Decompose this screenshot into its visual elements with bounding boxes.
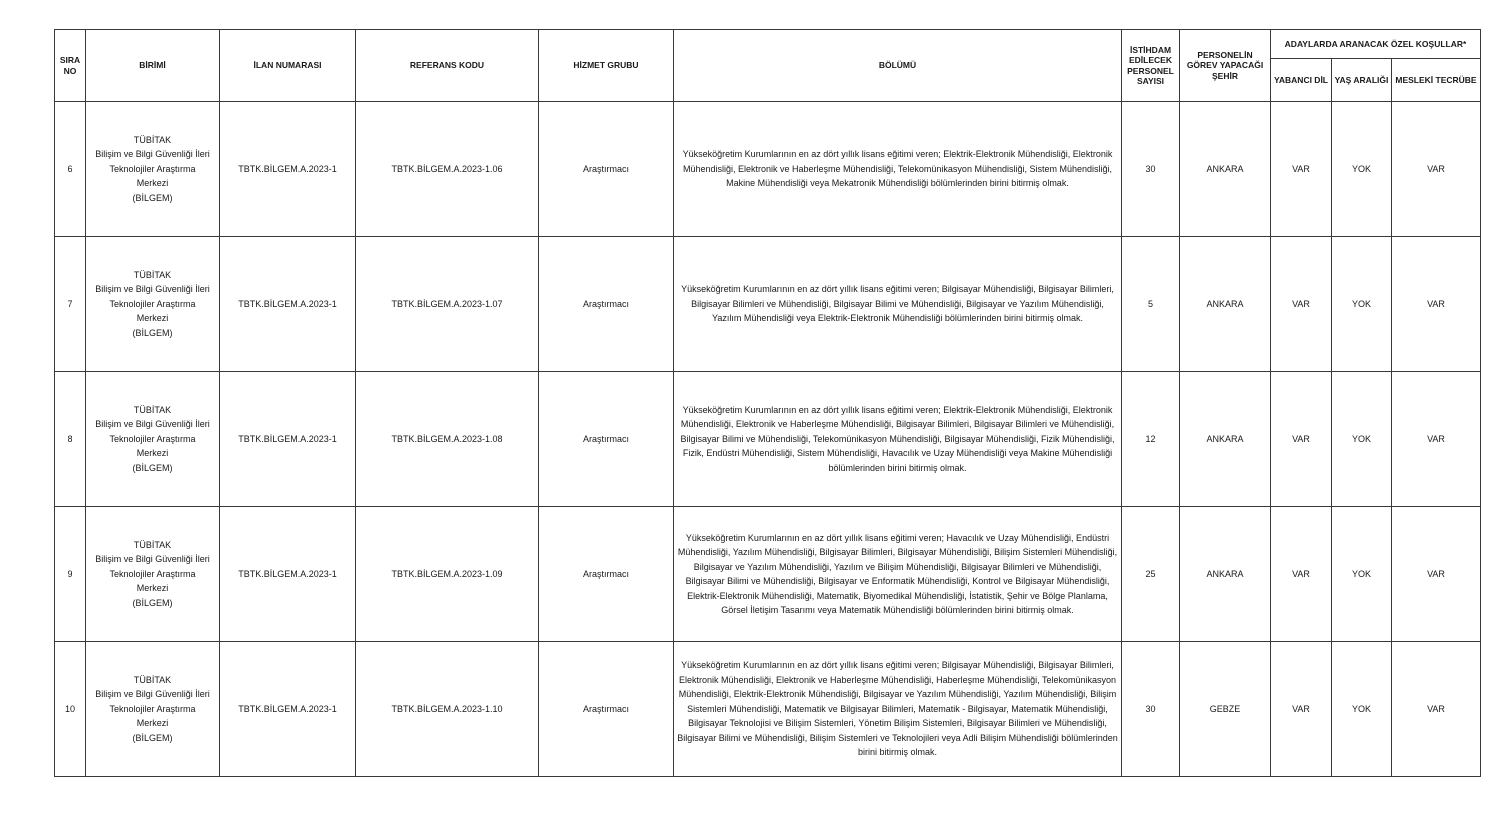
- cell-sehir: GEBZE: [1180, 642, 1271, 777]
- cell-yabanci-dil: VAR: [1271, 642, 1332, 777]
- table-row: [55, 102, 1481, 237]
- cell-ilan: TBTK.BİLGEM.A.2023-1: [220, 642, 356, 777]
- birim-line: (BİLGEM): [132, 462, 173, 473]
- birim-line: Merkezi: [136, 718, 169, 729]
- cell-sayi: 12: [1122, 372, 1180, 507]
- table-row: [55, 642, 1481, 777]
- cell-hizmet: Araştırmacı: [539, 507, 674, 642]
- cell-yabanci-dil: VAR: [1271, 102, 1332, 237]
- birim-line: TÜBİTAK: [133, 269, 172, 280]
- cell-hizmet: Araştırmacı: [539, 642, 674, 777]
- cell-sehir: ANKARA: [1180, 507, 1271, 642]
- cell-bolum: Yükseköğretim Kurumlarının en az dört yıllık lisans eğitimi veren; Bilgisayar Mühendisliği, Bilgisayar Bilimleri, Bilgisayar Bilimleri ve Mühendisliği, Bilgisayar Bilimi ve Mühendisliği, Bilgisayar ve Yazılım Mühendisliği, Yazılım Mühendisliği veya Elektrik-Elektronik Mühendisliği bölümlerinden birini bitirmiş olmak.: [674, 237, 1122, 372]
- cell-bolum: Yükseköğretim Kurumlarının en az dört yıllık lisans eğitimi veren; Havacılık ve Uzay Mühendisliği, Endüstri Mühendisliği, Yazılım Mühendisliği, Bilgisayar Bilimleri, Bilgisayar Mühendisliği, Bilişim Sistemleri Mühendisliği, Bilgisayar ve Yazılım Mühendisliği, Yazılım ve Bilişim Mühendisliği, Bilgisayar Bilimleri ve Mühendisliği, Bilgisayar Bilimi ve Mühendisliği, Bilgisayar ve Enformatik Mühendisliği, Kontrol ve Bilgisayar Mühendisliği, Elektrik-Elektronik Mühendisliği, Matematik, Biyomedikal Mühendisliği, İstatistik, Şehir ve Bölge Planlama, Görsel İletişim Tasarımı veya Matematik Mühendisliği bölümlerinden birini bitirmiş olmak.: [674, 507, 1122, 642]
- cell-yas: YOK: [1332, 372, 1392, 507]
- cell-sayi: 5: [1122, 237, 1180, 372]
- birim-line: Teknolojiler Araştırma: [109, 298, 196, 309]
- birim-line: TÜBİTAK: [133, 404, 172, 415]
- cell-sehir: ANKARA: [1180, 237, 1271, 372]
- document-page: [54, 29, 1480, 777]
- birim-line: Teknolojiler Araştırma: [109, 433, 196, 444]
- cell-sehir: ANKARA: [1180, 372, 1271, 507]
- birim-line: Bilişim ve Bilgi Güvenliği İleri: [95, 554, 210, 565]
- header-ilan-numarasi: İLAN NUMARASI: [220, 30, 356, 102]
- cell-referans: TBTK.BİLGEM.A.2023-1.08: [356, 372, 539, 507]
- cell-sehir: ANKARA: [1180, 102, 1271, 237]
- cell-hizmet: Araştırmacı: [539, 102, 674, 237]
- cell-yas: YOK: [1332, 642, 1392, 777]
- birim-line: Teknolojiler Araştırma: [109, 568, 196, 579]
- cell-birim: [86, 642, 220, 777]
- birim-line: Teknolojiler Araştırma: [109, 703, 196, 714]
- cell-sayi: 25: [1122, 507, 1180, 642]
- cell-tecrube: VAR: [1392, 237, 1481, 372]
- header-istihdam: İSTİHDAM EDİLECEK PERSONEL SAYISI: [1122, 30, 1180, 102]
- birim-line: Merkezi: [136, 448, 169, 459]
- cell-bolum: Yükseköğretim Kurumlarının en az dört yıllık lisans eğitimi veren; Elektrik-Elektronik Mühendisliği, Elektronik Mühendisliği, Elektronik ve Haberleşme Mühendisliği, Telekomünikasyon Mühendisliği, Sistem Mühendisliği, Makine Mühendisliği veya Mekatronik Mühendisliği bölümlerinden birini bitirmiş olmak.: [674, 102, 1122, 237]
- cell-yas: YOK: [1332, 507, 1392, 642]
- cell-birim: [86, 237, 220, 372]
- cell-yas: YOK: [1332, 102, 1392, 237]
- birim-line: TÜBİTAK: [133, 539, 172, 550]
- birim-line: TÜBİTAK: [133, 134, 172, 145]
- cell-tecrube: VAR: [1392, 102, 1481, 237]
- header-sira-no: SIRA NO: [55, 30, 86, 102]
- birim-line: Bilişim ve Bilgi Güvenliği İleri: [95, 419, 210, 430]
- birim-line: Teknolojiler Araştırma: [109, 163, 196, 174]
- header-birimi: BİRİMİ: [86, 30, 220, 102]
- cell-birim: [86, 102, 220, 237]
- cell-hizmet: Araştırmacı: [539, 237, 674, 372]
- cell-bolum: Yükseköğretim Kurumlarının en az dört yıllık lisans eğitimi veren; Bilgisayar Mühendisliği, Bilgisayar Bilimleri, Elektronik Mühendisliği, Elektronik ve Haberleşme Mühendisliği, Haberleşme Mühendisliği, Telekomünikasyon Mühendisliği, Elektrik-Elektronik Mühendisliği, Bilgisayar ve Yazılım Mühendisliği, Yazılım Mühendisliği, Bilişim Sistemleri Mühendisliği, Matematik ve Bilgisayar Bilimleri, Matematik - Bilgisayar, Matematik Mühendisliği, Bilgisayar Teknolojisi ve Bilişim Sistemleri, Yönetim Bilişim Sistemleri, Bilgisayar Bilimleri ve Mühendisliği, Bilgisayar Bilimi ve Mühendisliği, Bilişim Sistemleri ve Teknolojileri veya Adli Bilişim Mühendisliği bölümlerinden birini bitirmiş olmak.: [674, 642, 1122, 777]
- cell-sayi: 30: [1122, 102, 1180, 237]
- birim-line: (BİLGEM): [132, 327, 173, 338]
- cell-referans: TBTK.BİLGEM.A.2023-1.07: [356, 237, 539, 372]
- table-row: [55, 237, 1481, 372]
- birim-line: Bilişim ve Bilgi Güvenliği İleri: [95, 149, 210, 160]
- cell-sira: 10: [55, 642, 86, 777]
- cell-referans: TBTK.BİLGEM.A.2023-1.09: [356, 507, 539, 642]
- birim-line: (BİLGEM): [132, 597, 173, 608]
- cell-yas: YOK: [1332, 237, 1392, 372]
- cell-ilan: TBTK.BİLGEM.A.2023-1: [220, 237, 356, 372]
- cell-birim: [86, 507, 220, 642]
- cell-birim: [86, 372, 220, 507]
- birim-line: Merkezi: [136, 178, 169, 189]
- birim-line: TÜBİTAK: [133, 674, 172, 685]
- job-listing-table: [54, 29, 1481, 777]
- cell-referans: TBTK.BİLGEM.A.2023-1.10: [356, 642, 539, 777]
- cell-sayi: 30: [1122, 642, 1180, 777]
- birim-line: Bilişim ve Bilgi Güvenliği İleri: [95, 689, 210, 700]
- cell-referans: TBTK.BİLGEM.A.2023-1.06: [356, 102, 539, 237]
- cell-tecrube: VAR: [1392, 642, 1481, 777]
- cell-sira: 6: [55, 102, 86, 237]
- cell-sira: 7: [55, 237, 86, 372]
- cell-tecrube: VAR: [1392, 507, 1481, 642]
- cell-yabanci-dil: VAR: [1271, 372, 1332, 507]
- birim-line: (BİLGEM): [132, 192, 173, 203]
- table-row: [55, 507, 1481, 642]
- birim-line: Bilişim ve Bilgi Güvenliği İleri: [95, 284, 210, 295]
- birim-line: (BİLGEM): [132, 732, 173, 743]
- header-yas-araligi: YAŞ ARALIĞI: [1332, 59, 1392, 102]
- cell-yabanci-dil: VAR: [1271, 237, 1332, 372]
- table-body: [55, 102, 1481, 777]
- header-sehir: PERSONELİN GÖREV YAPACAĞI ŞEHİR: [1180, 30, 1271, 102]
- cell-ilan: TBTK.BİLGEM.A.2023-1: [220, 102, 356, 237]
- cell-sira: 9: [55, 507, 86, 642]
- header-hizmet-grubu: HİZMET GRUBU: [539, 30, 674, 102]
- table-header: [55, 30, 1481, 102]
- cell-sira: 8: [55, 372, 86, 507]
- header-referans-kodu: REFERANS KODU: [356, 30, 539, 102]
- cell-tecrube: VAR: [1392, 372, 1481, 507]
- cell-bolum: Yükseköğretim Kurumlarının en az dört yıllık lisans eğitimi veren; Elektrik-Elektronik Mühendisliği, Elektronik Mühendisliği, Elektronik ve Haberleşme Mühendisliği, Bilgisayar Bilimleri, Bilgisayar Bilimleri ve Mühendisliği, Bilgisayar Bilimi ve Mühendisliği, Telekomünikasyon Mühendisliği, Bilgisayar Mühendisliği, Fizik Mühendisliği, Fizik, Endüstri Mühendisliği, Sistem Mühendisliği, Havacılık ve Uzay Mühendisliği veya Makine Mühendisliği bölümlerinden birini bitirmiş olmak.: [674, 372, 1122, 507]
- header-bolumu: BÖLÜMÜ: [674, 30, 1122, 102]
- cell-hizmet: Araştırmacı: [539, 372, 674, 507]
- cell-ilan: TBTK.BİLGEM.A.2023-1: [220, 372, 356, 507]
- birim-line: Merkezi: [136, 583, 169, 594]
- cell-ilan: TBTK.BİLGEM.A.2023-1: [220, 507, 356, 642]
- birim-line: Merkezi: [136, 313, 169, 324]
- header-mesleki-tecrube: MESLEKİ TECRÜBE: [1392, 59, 1481, 102]
- table-row: [55, 372, 1481, 507]
- header-yabanci-dil: YABANCI DİL: [1271, 59, 1332, 102]
- cell-yabanci-dil: VAR: [1271, 507, 1332, 642]
- header-ozel-kosullar: ADAYLARDA ARANACAK ÖZEL KOŞULLAR*: [1271, 30, 1481, 59]
